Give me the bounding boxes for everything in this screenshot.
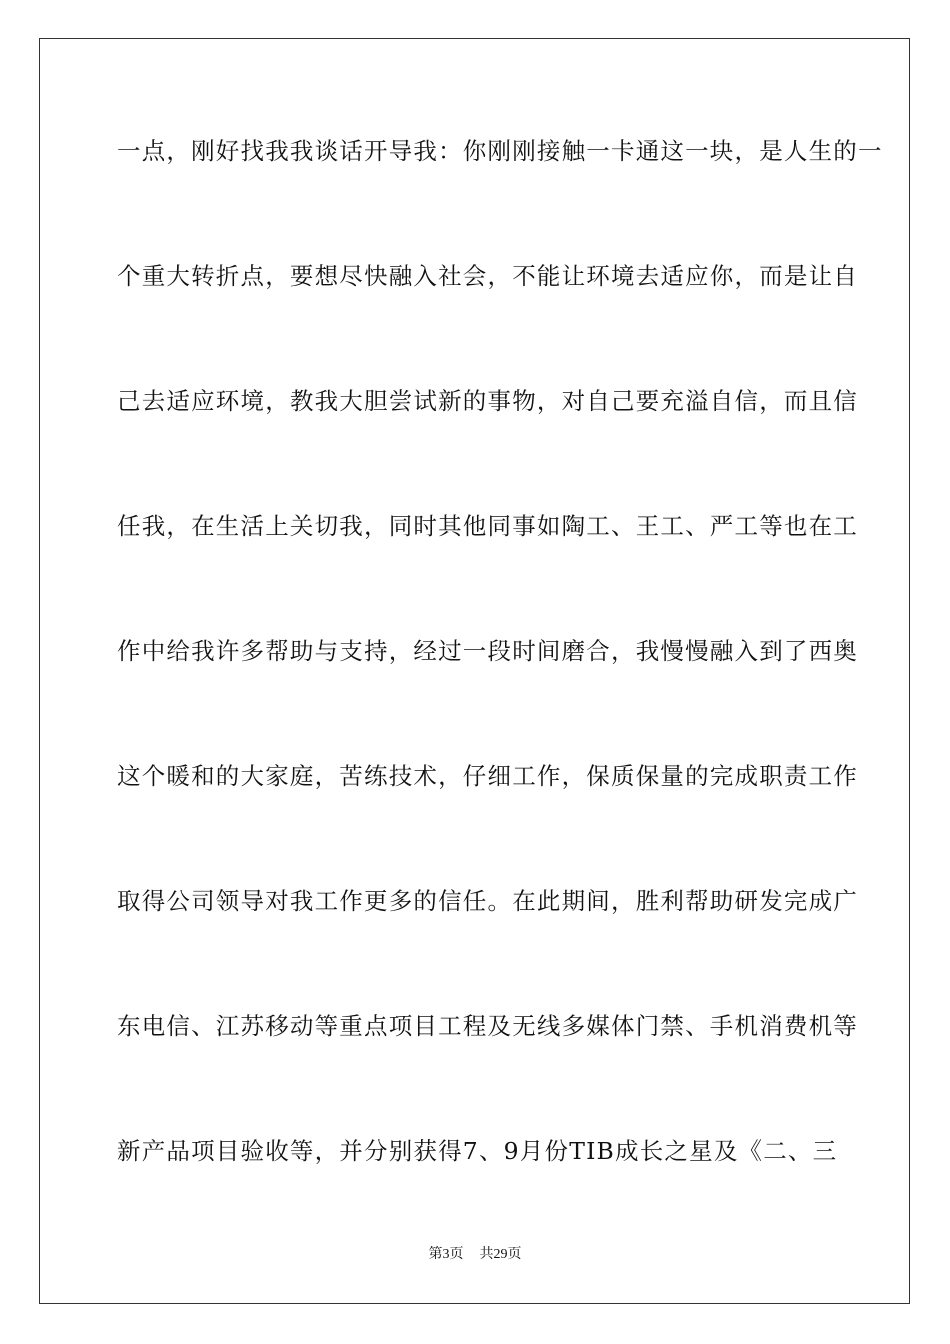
text-line: 取得公司领导对我工作更多的信任。在此期间，胜利帮助研发完成广 bbox=[117, 887, 858, 915]
text-line: 新产品项目验收等，并分别获得7、9月份TIB成长之星及《二、三 bbox=[117, 1137, 838, 1165]
page-total: 共29页 bbox=[479, 1247, 522, 1262]
text-line: 东电信、江苏移动等重点项目工程及无线多媒体门禁、手机消费机等 bbox=[117, 1012, 858, 1040]
text-line: 任我，在生活上关切我，同时其他同事如陶工、王工、严工等也在工 bbox=[117, 512, 858, 540]
text-line: 这个暖和的大家庭，苦练技术，仔细工作，保质保量的完成职责工作 bbox=[117, 762, 858, 790]
page-number: 第3页 bbox=[428, 1247, 464, 1262]
text-line: 一点，刚好找我我谈话开导我：你刚刚接触一卡通这一块，是人生的一 bbox=[117, 137, 883, 165]
text-line: 个重大转折点，要想尽快融入社会，不能让环境去适应你，而是让自 bbox=[117, 262, 858, 290]
document-body bbox=[117, 126, 883, 1251]
text-line: 作中给我许多帮助与支持，经过一段时间磨合，我慢慢融入到了西奥 bbox=[117, 637, 858, 665]
page-footer bbox=[0, 1245, 950, 1265]
text-line: 己去适应环境，教我大胆尝试新的事物，对自己要充溢自信，而且信 bbox=[117, 387, 858, 415]
